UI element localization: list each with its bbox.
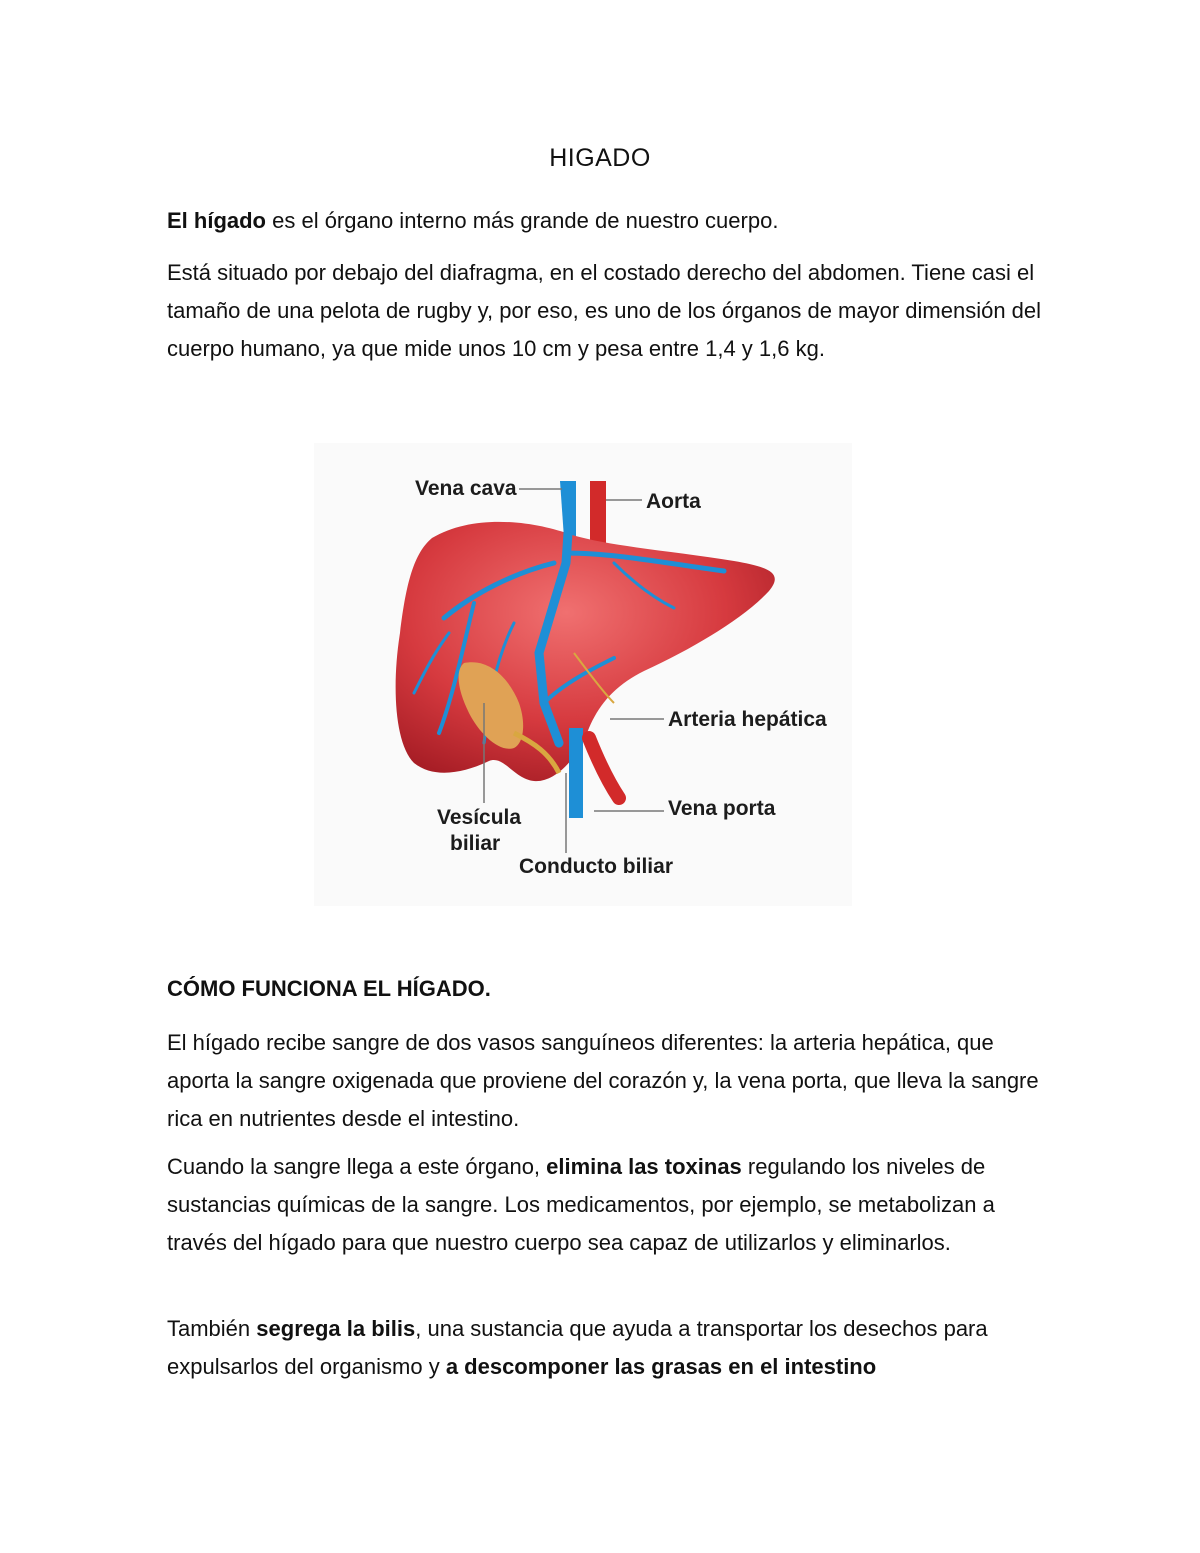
section-heading: CÓMO FUNCIONA EL HÍGADO. [167,976,491,1001]
location-paragraph: Está situado por debajo del diafragma, en el costado derecho del abdomen. Tiene casi el tamaño de una pelota de rugby y, por eso, es uno de los órganos de mayor dimensión del cuerpo humano, ya que mide unos 10 cm y pesa entre 1,4 y 1,6 kg. [167,260,1042,361]
intro-paragraph [167,202,1047,240]
label-vesicula: Vesícula [437,806,522,829]
intro-text: es el órgano interno más grande de nuestro cuerpo. [266,208,779,233]
label-biliar: biliar [450,832,501,855]
bile-paragraph [167,1310,1047,1386]
toxins-bold: elimina las toxinas [546,1154,742,1179]
label-aorta: Aorta [646,490,701,513]
bile-text-2: , una sustancia que ayuda a transportar los desechos para expulsarlos del organismo y [167,1316,988,1379]
label-conducto-biliar: Conducto biliar [519,855,673,878]
label-vena-porta: Vena porta [668,797,776,820]
toxins-paragraph [167,1148,1047,1262]
label-vena-cava: Vena cava [415,477,517,500]
blood-paragraph: El hígado recibe sangre de dos vasos sanguíneos diferentes: la arteria hepática, que aporta la sangre oxigenada que proviene del corazón y, la vena porta, que lleva la sangre rica en nutrientes desde el intestino. [167,1030,1039,1131]
toxins-text-1: Cuando la sangre llega a este órgano, [167,1154,547,1179]
liver-illustration [314,443,852,906]
liver-diagram [314,443,852,906]
bile-text-1: También [167,1316,257,1341]
toxins-text-2: regulando los niveles de sustancias químicas de la sangre. Los medicamentos, por ejemplo, se metabolizan a través del hígado para que nuestro cuerpo sea capaz de utilizarlos y eliminarlos. [167,1154,995,1255]
bile-bold-1: segrega la bilis [256,1316,416,1341]
page-title: HIGADO [549,144,651,172]
label-arteria-hepatica: Arteria hepática [668,708,827,731]
hepatic-artery [589,738,619,798]
intro-bold: El hígado [167,208,266,233]
bile-bold-2: a descomponer las grasas en el intestino [445,1354,877,1379]
